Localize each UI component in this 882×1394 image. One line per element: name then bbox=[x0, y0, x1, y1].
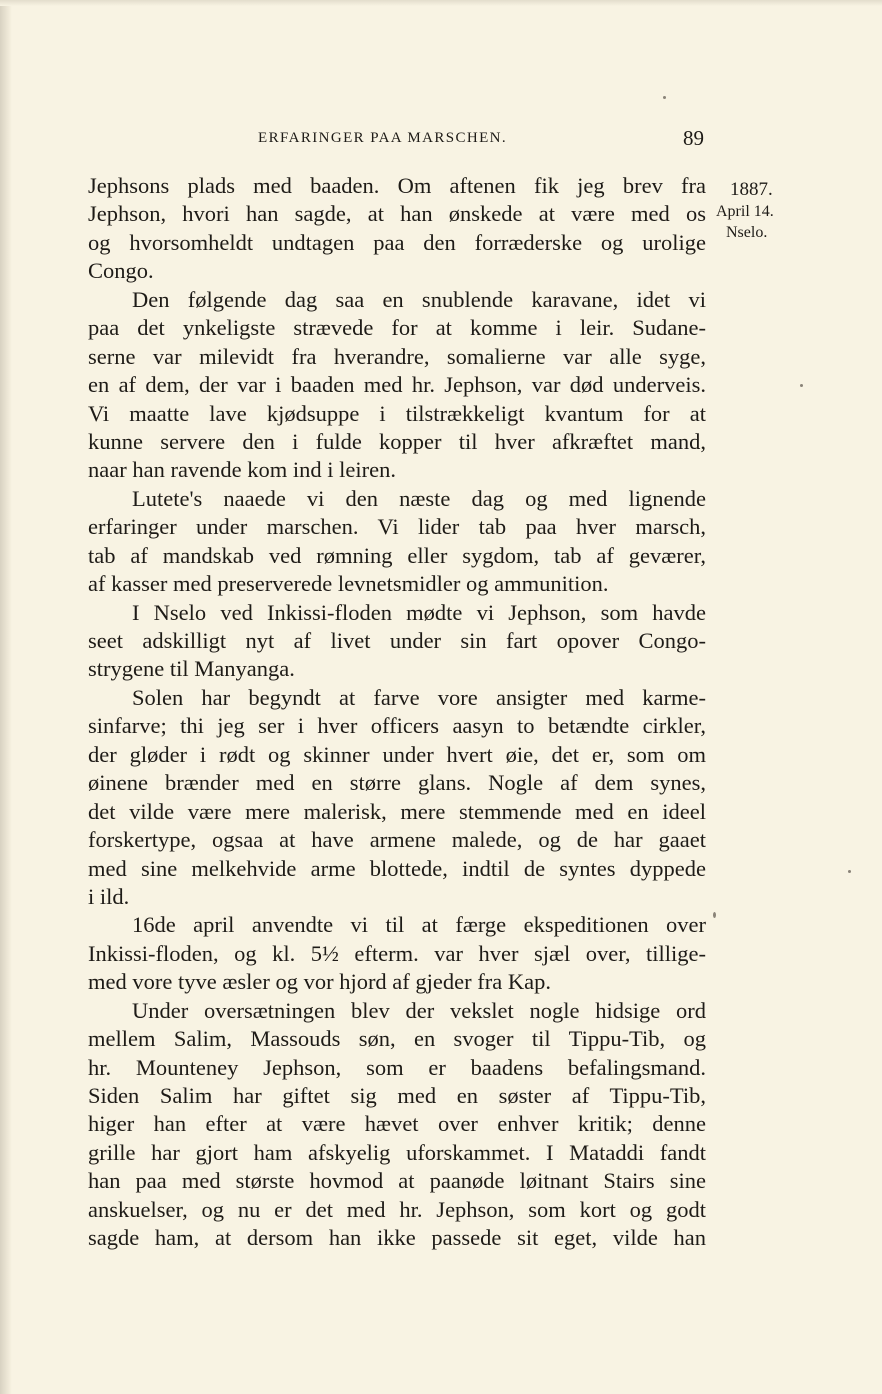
text-line: serne var milevidt fra hverandre, somalierne var alle syge, bbox=[88, 343, 706, 369]
page-header bbox=[258, 126, 708, 156]
text-line: Den følgende dag saa en snublende karavane, idet vi bbox=[132, 286, 706, 312]
text-line: med vore tyve æsler og vor hjord af gjeder fra Kap. bbox=[88, 969, 551, 995]
text-line: Jephson, hvori han sagde, at han ønskede at være med os bbox=[88, 201, 706, 227]
text-line: forskertype, ogsaa at have armene malede, og de har gaaet bbox=[88, 827, 706, 853]
paper-speck bbox=[800, 384, 803, 387]
text-line: Solen har begyndt at farve vore ansigter med karme- bbox=[132, 684, 706, 710]
page-binding-shadow bbox=[0, 0, 12, 1394]
text-line: erfaringer under marschen. Vi lider tab paa hver marsch, bbox=[88, 514, 706, 540]
margin-note-date: April 14. bbox=[716, 203, 774, 220]
text-line: Under oversætningen blev der vekslet nogle hidsige ord bbox=[132, 997, 706, 1023]
text-line: og hvorsomheldt undtagen paa den forræderske og urolige bbox=[88, 229, 706, 255]
margin-note-place: Nselo. bbox=[726, 224, 768, 241]
text-line: hr. Mounteney Jephson, som er baadens befalingsmand. bbox=[88, 1054, 706, 1080]
text-line: en af dem, der var i baaden med hr. Jephson, var død underveis. bbox=[88, 372, 706, 398]
text-line: Vi maatte lave kjødsuppe i tilstrækkeligt kvantum for at bbox=[88, 400, 706, 426]
text-line: Siden Salim har giftet sig med en søster af Tippu-Tib, bbox=[88, 1083, 706, 1108]
text-line: anskuelser, og nu er det med hr. Jephson, som kort og godt bbox=[88, 1196, 706, 1222]
paper-speck bbox=[663, 96, 666, 99]
paper-speck bbox=[848, 870, 851, 873]
paper-speck bbox=[713, 912, 716, 918]
margin-notes bbox=[716, 177, 806, 245]
text-line: 16de april anvendte vi til at færge ekspeditionen over bbox=[132, 912, 706, 938]
text-line: higer han efter at være hævet over enhver kritik; denne bbox=[88, 1111, 706, 1137]
text-line: med sine melkehvide arme blottede, indtil de syntes dyppede bbox=[88, 855, 706, 881]
page-top-edge bbox=[0, 0, 882, 6]
text-line: naar han ravende kom ind i leiren. bbox=[88, 457, 397, 483]
text-line: seet adskilligt nyt af livet under sin fart opover Congo- bbox=[88, 628, 706, 653]
text-line: i ild. bbox=[88, 883, 130, 909]
page-number: 89 bbox=[683, 126, 704, 150]
text-line: han paa med største hovmod at paanøde løitnant Stairs sine bbox=[88, 1168, 706, 1194]
text-line: af kasser med preserverede levnetsmidler og ammunition. bbox=[88, 571, 609, 597]
body-text bbox=[88, 172, 706, 1253]
text-line: kunne servere den i fulde kopper til hver afkræftet mand, bbox=[88, 428, 706, 454]
text-line: øinene brænder med en større glans. Nogle af dem synes, bbox=[88, 770, 706, 796]
text-line: det vilde være mere malerisk, mere stemmende med en ideel bbox=[88, 798, 706, 824]
text-line: Congo. bbox=[88, 258, 154, 284]
text-line: grille har gjort ham afskyelig uforskammet. I Mataddi fandt bbox=[88, 1139, 706, 1165]
text-line: tab af mandskab ved rømning eller sygdom, tab af geværer, bbox=[88, 542, 706, 568]
text-line: Lutete's naaede vi den næste dag og med lignende bbox=[132, 485, 706, 511]
text-line: I Nselo ved Inkissi-floden mødte vi Jephson, som havde bbox=[132, 599, 706, 625]
text-line: Inkissi-floden, og kl. 5½ efterm. var hver sjæl over, tillige- bbox=[88, 940, 706, 966]
text-line: sinfarve; thi jeg ser i hver officers aasyn to betændte cirkler, bbox=[88, 713, 706, 739]
text-line: Jephsons plads med baaden. Om aftenen fik jeg brev fra bbox=[88, 173, 706, 198]
text-line: der gløder i rødt og skinner under hvert øie, det er, som om bbox=[88, 741, 706, 767]
running-head: ERFARINGER PAA MARSCHEN. bbox=[258, 130, 508, 146]
text-line: sagde ham, at dersom han ikke passede sit eget, vilde han bbox=[88, 1225, 706, 1251]
margin-note-year: 1887. bbox=[730, 179, 773, 200]
text-line: paa det ynkeligste strævede for at komme i leir. Sudane- bbox=[88, 315, 706, 341]
text-line: mellem Salim, Massouds søn, en svoger til Tippu-Tib, og bbox=[88, 1026, 706, 1052]
text-line: strygene til Manyanga. bbox=[88, 656, 295, 682]
